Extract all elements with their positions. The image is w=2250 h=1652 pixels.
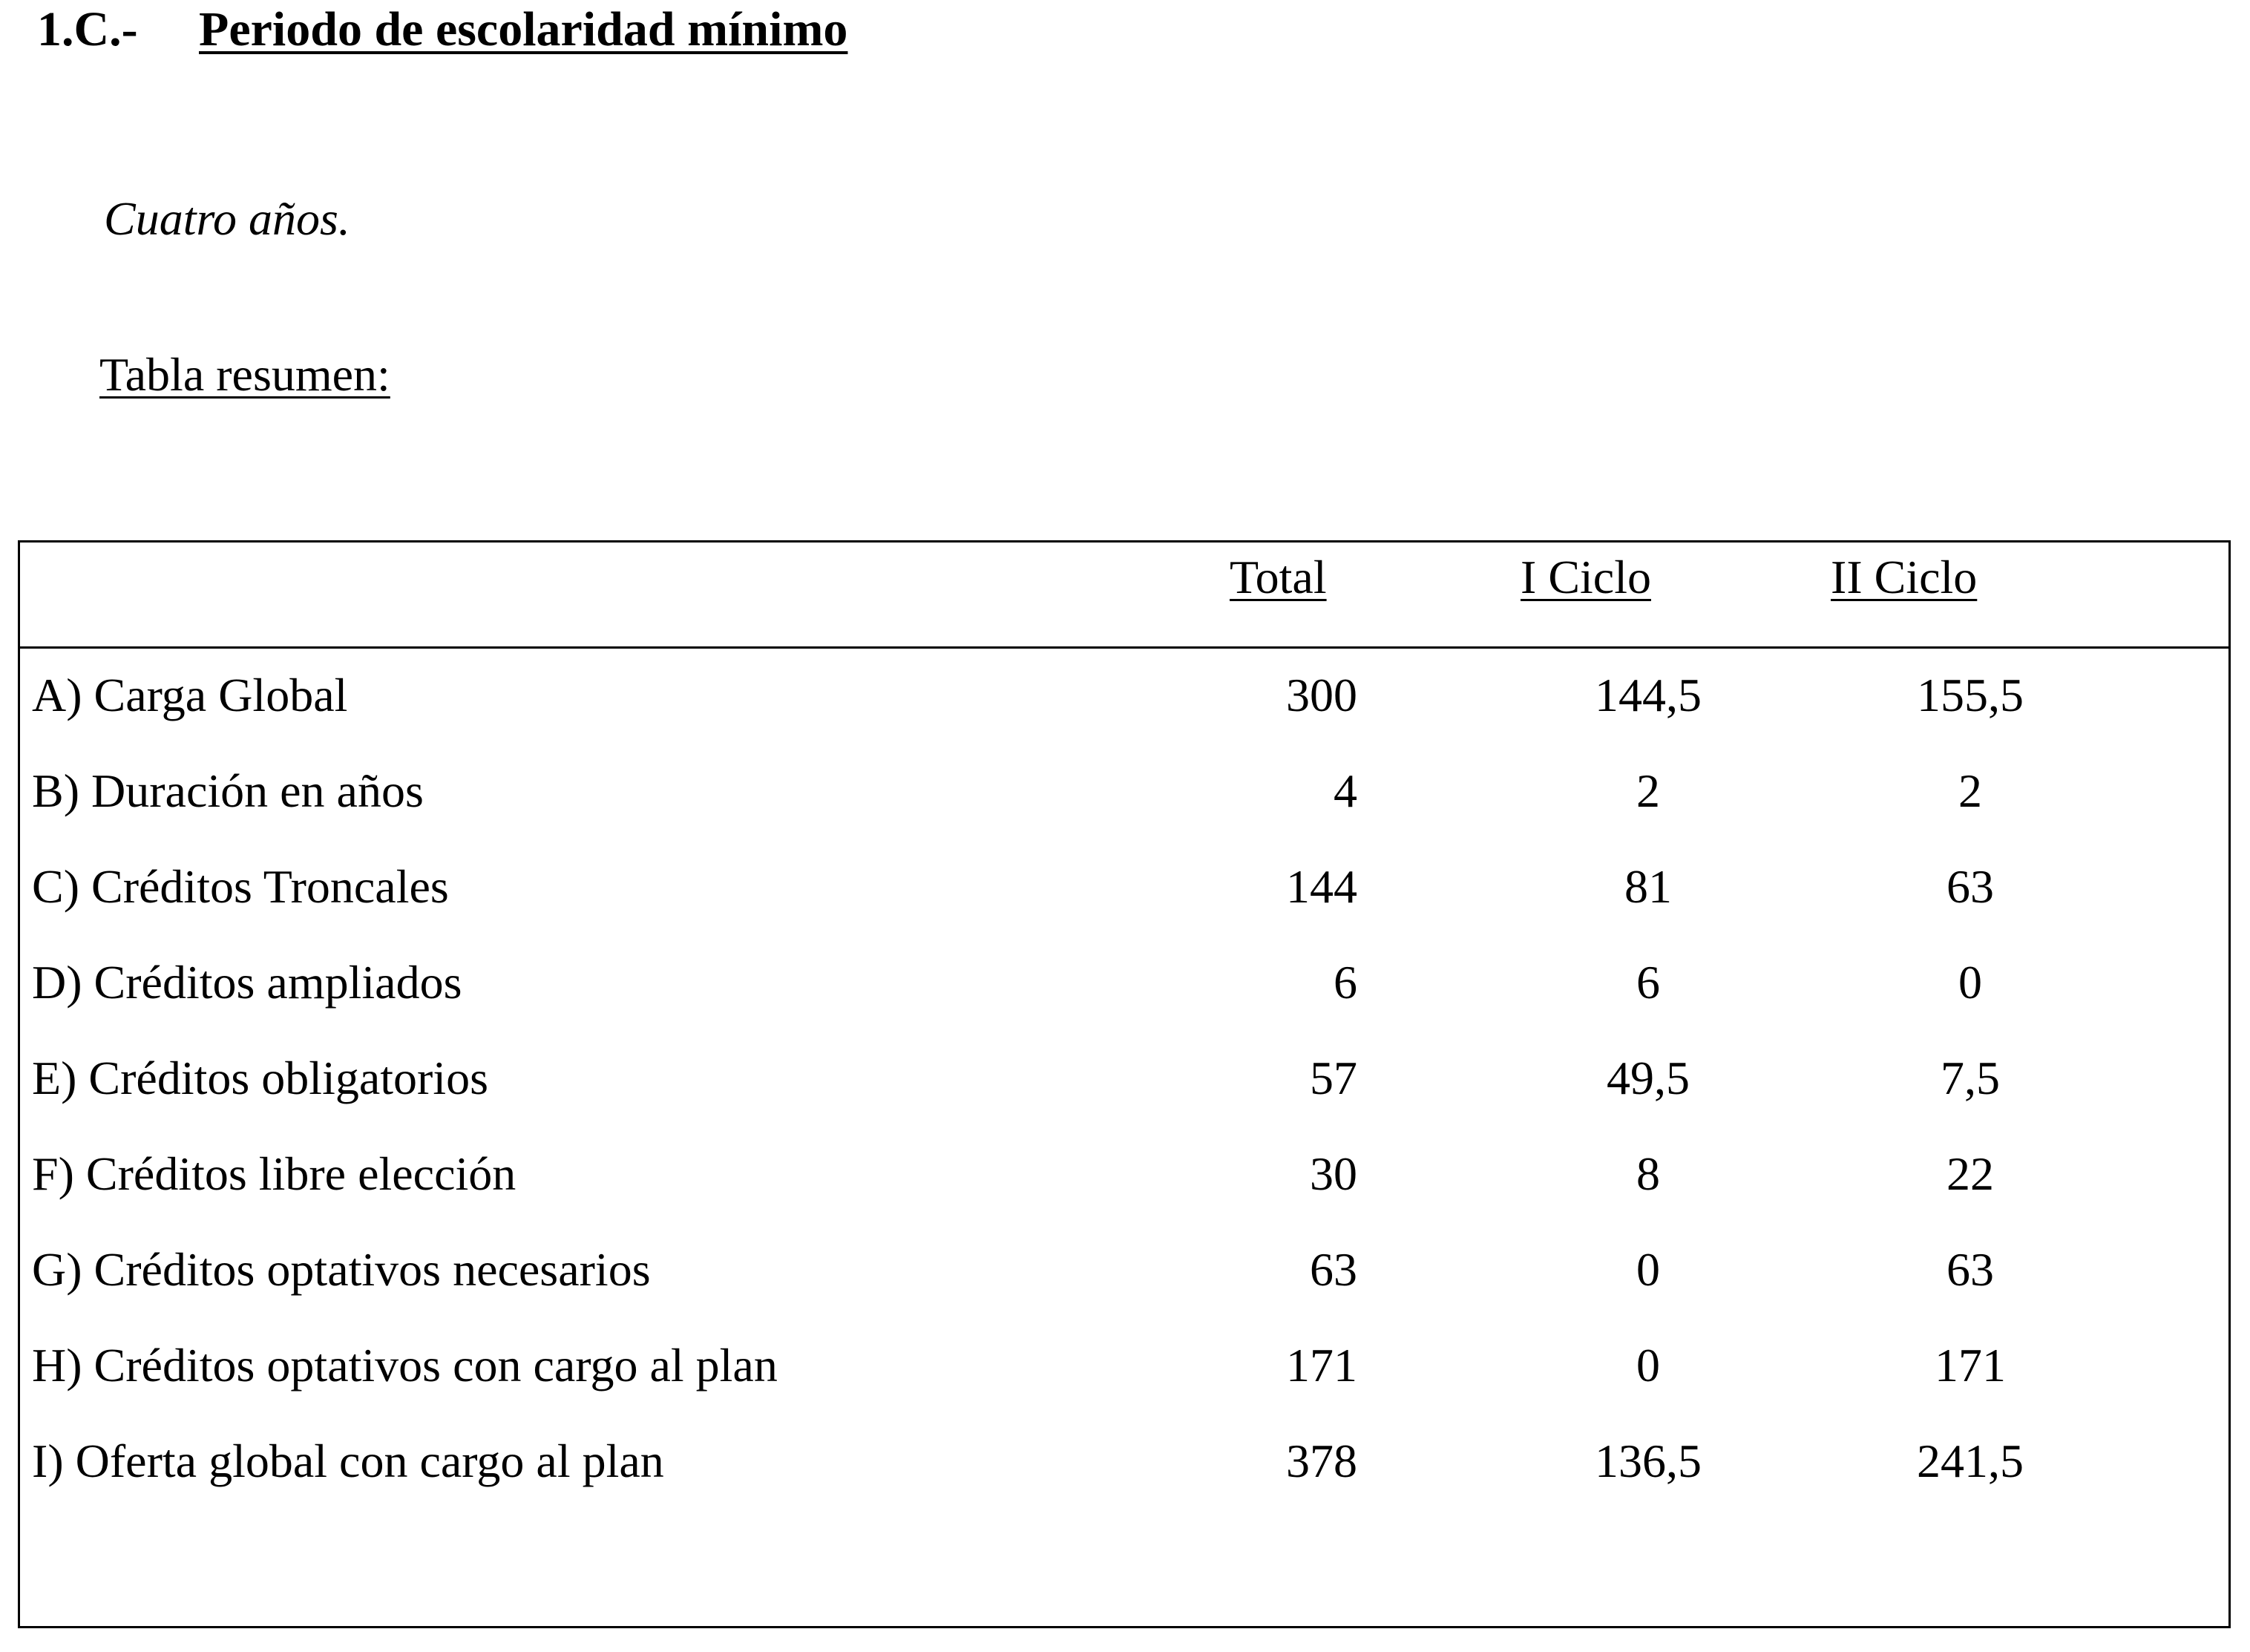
row-label: F) Créditos libre elección <box>32 1147 516 1200</box>
duration-text: Cuatro años. <box>104 192 350 245</box>
section-number: 1.C.- <box>37 2 138 56</box>
row-ii-ciclo: 155,5 <box>1917 669 2024 721</box>
row-total: 30 <box>1310 1147 1357 1200</box>
row-i-ciclo: 136,5 <box>1595 1435 1702 1487</box>
row-total: 144 <box>1286 860 1357 913</box>
table-row <box>20 1325 2228 1421</box>
row-total: 63 <box>1310 1243 1357 1296</box>
row-total: 57 <box>1310 1052 1357 1104</box>
row-total: 300 <box>1286 669 1357 721</box>
table-row <box>20 1421 2228 1517</box>
row-ii-ciclo: 241,5 <box>1917 1435 2024 1487</box>
row-label: G) Créditos optativos necesarios <box>32 1243 651 1296</box>
table-body <box>20 655 2228 1517</box>
row-i-ciclo: 0 <box>1636 1243 1660 1296</box>
row-i-ciclo: 0 <box>1636 1339 1660 1392</box>
row-i-ciclo: 49,5 <box>1607 1052 1690 1104</box>
column-header-total: Total <box>1230 551 1327 603</box>
table-row <box>20 655 2228 751</box>
row-total: 378 <box>1286 1435 1357 1487</box>
table-label: Tabla resumen: <box>99 348 390 401</box>
table-row <box>20 1038 2228 1134</box>
row-i-ciclo: 2 <box>1636 764 1660 817</box>
row-ii-ciclo: 63 <box>1946 1243 1994 1296</box>
row-i-ciclo: 81 <box>1624 860 1672 913</box>
table-row <box>20 751 2228 847</box>
summary-table <box>18 540 2231 1628</box>
column-header-ii-ciclo: II Ciclo <box>1831 551 1978 603</box>
row-label: C) Créditos Troncales <box>32 860 449 913</box>
row-i-ciclo: 8 <box>1636 1147 1660 1200</box>
row-label: H) Créditos optativos con cargo al plan <box>32 1339 778 1392</box>
table-row <box>20 943 2228 1038</box>
section-title: Periodo de escolaridad mínimo <box>199 2 848 56</box>
section-heading <box>37 1 847 58</box>
row-total: 4 <box>1334 764 1357 817</box>
row-label: I) Oferta global con cargo al plan <box>32 1435 664 1487</box>
row-ii-ciclo: 63 <box>1946 860 1994 913</box>
table-row <box>20 1134 2228 1230</box>
row-ii-ciclo: 22 <box>1946 1147 1994 1200</box>
row-ii-ciclo: 171 <box>1935 1339 2006 1392</box>
row-ii-ciclo: 0 <box>1958 956 1982 1009</box>
row-ii-ciclo: 7,5 <box>1941 1052 2000 1104</box>
row-i-ciclo: 144,5 <box>1595 669 1702 721</box>
row-i-ciclo: 6 <box>1636 956 1660 1009</box>
row-ii-ciclo: 2 <box>1958 764 1982 817</box>
row-total: 171 <box>1286 1339 1357 1392</box>
table-row <box>20 847 2228 943</box>
row-label: A) Carga Global <box>32 669 348 721</box>
header-divider <box>20 646 2228 649</box>
row-total: 6 <box>1334 956 1357 1009</box>
row-label: E) Créditos obligatorios <box>32 1052 489 1104</box>
row-label: B) Duración en años <box>32 764 424 817</box>
row-label: D) Créditos ampliados <box>32 956 462 1009</box>
table-row <box>20 1230 2228 1325</box>
column-header-i-ciclo: I Ciclo <box>1521 551 1651 603</box>
